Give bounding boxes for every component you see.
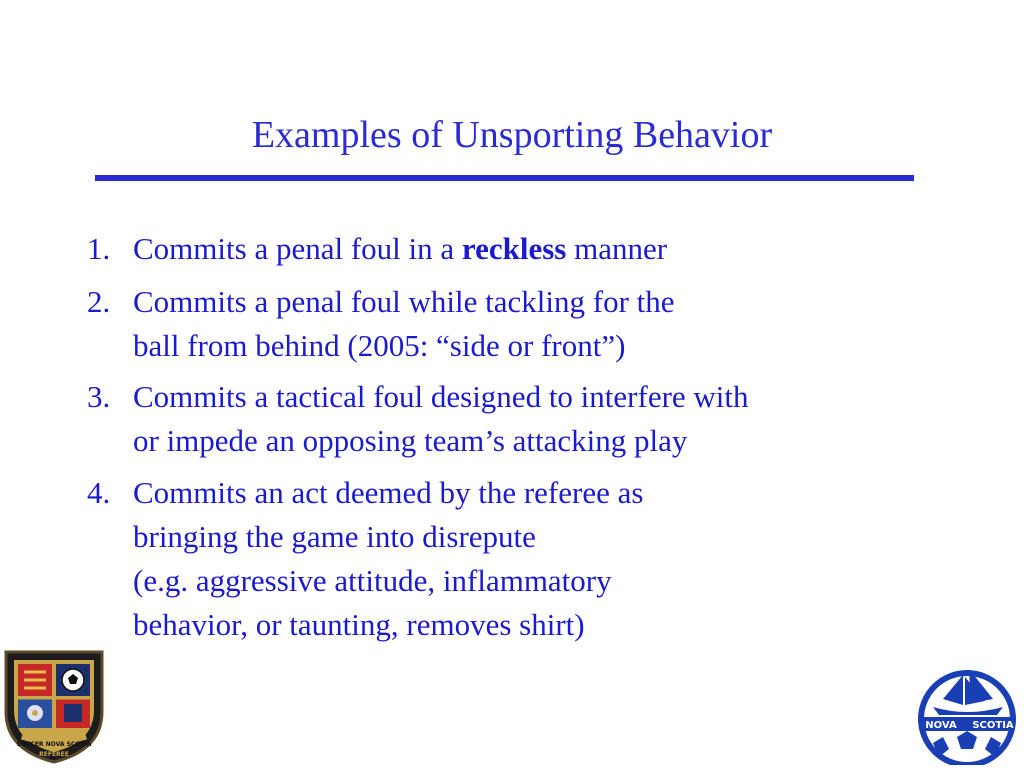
slide-title: Examples of Unsporting Behavior — [251, 114, 773, 156]
shield-icon — [2, 646, 106, 764]
item-line: or impede an opposing team’s attacking play — [133, 423, 688, 458]
item-line: ball from behind (2005: “side or front”) — [133, 328, 626, 363]
item-text — [133, 471, 933, 647]
item-number: 2. — [87, 284, 111, 319]
title-underline — [95, 175, 914, 181]
logo-text-scotia: SCOTIA — [972, 720, 1014, 731]
item-number: 3. — [87, 379, 111, 414]
item-line-text: manner — [566, 231, 668, 266]
referee-crest-logo — [2, 646, 106, 764]
nova-scotia-soccer-logo — [913, 665, 1021, 765]
item-line: behavior, or taunting, removes shirt) — [133, 607, 585, 642]
item-line — [133, 227, 933, 271]
item-text — [133, 280, 933, 368]
ship-soccer-ball-icon — [913, 665, 1021, 765]
item-number: 4. — [87, 475, 111, 510]
item-line-text: Commits a penal foul in a — [133, 231, 462, 266]
crest-text-top: SOCCER NOVA SCOTIA — [16, 741, 92, 748]
item-text — [133, 227, 933, 271]
item-line: Commits a penal foul while tackling for the — [133, 284, 675, 319]
item-number: 1. — [87, 231, 111, 266]
logo-text-nova: NOVA — [925, 720, 957, 731]
item-line: bringing the game into disrepute — [133, 519, 536, 554]
item-line: Commits an act deemed by the referee as — [133, 475, 644, 510]
crest-text-bottom: REFEREE — [39, 751, 69, 758]
item-line: (e.g. aggressive attitude, inflammatory — [133, 563, 612, 598]
emphasis-reckless: reckless — [461, 231, 567, 266]
item-text — [133, 375, 933, 463]
item-line: Commits a tactical foul designed to interfere with — [133, 379, 749, 414]
